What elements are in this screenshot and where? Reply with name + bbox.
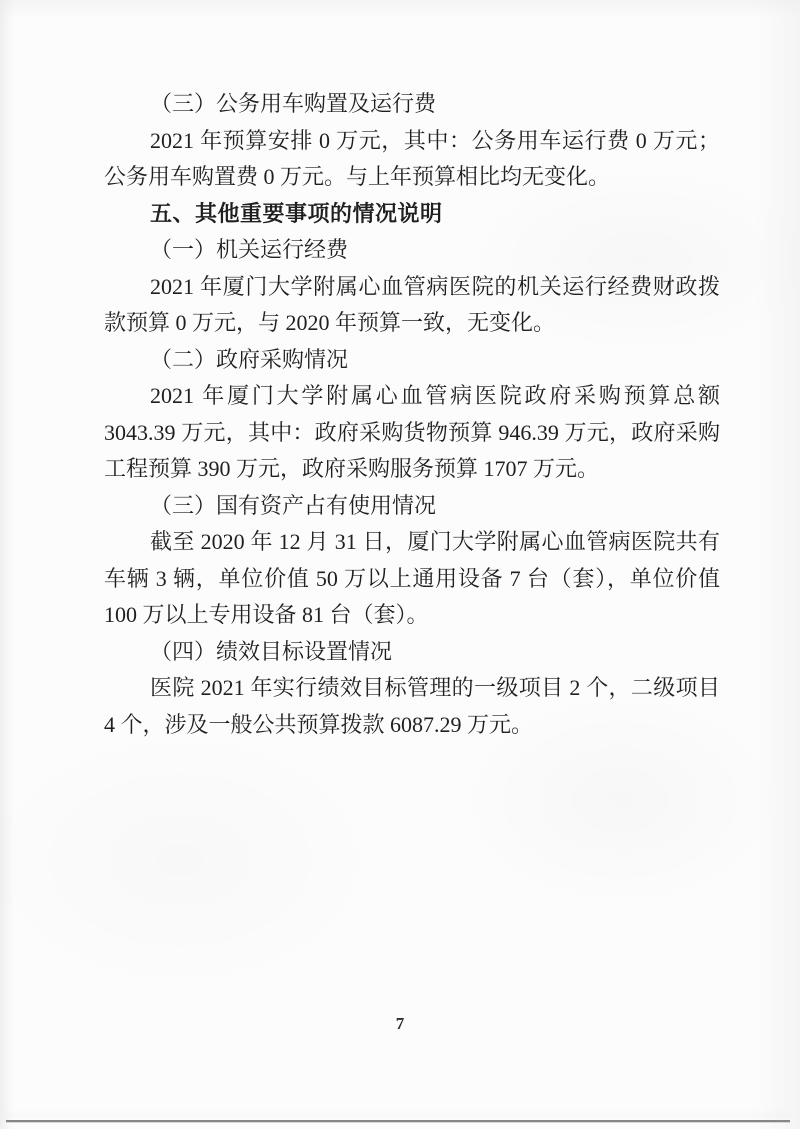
body-line: 2021 年厦门大学附属心血管病医院的机关运行经费财政拨	[150, 273, 720, 299]
subsection-heading-operating-funds: （一）机关运行经费	[150, 237, 349, 262]
subsection-heading-procurement: （二）政府采购情况	[150, 346, 349, 372]
body-line: 医院 2021 年实行绩效目标管理的一级项目 2 个，二级项目	[150, 675, 720, 700]
body-line: 工程预算 390 万元，政府采购服务预算 1707 万元。	[104, 456, 600, 481]
subsection-heading-performance-targets: （四）绩效目标设置情况	[150, 638, 393, 664]
body-line: 3043.39 万元，其中：政府采购货物预算 946.39 万元，政府采购	[104, 419, 720, 445]
body-line: 款预算 0 万元，与 2020 年预算一致，无变化。	[104, 310, 556, 335]
section-heading-other-items: 五、其他重要事项的情况说明	[150, 200, 443, 226]
body-line: 4 个，涉及一般公共预算拨款 6087.29 万元。	[104, 711, 534, 737]
text-block	[104, 86, 720, 743]
scan-page-bottom-edge	[6, 1120, 790, 1122]
body-line: 截至 2020 年 12 月 31 日，厦门大学附属心血管病医院共有	[150, 529, 720, 554]
body-line: 公务用车购置费 0 万元。与上年预算相比均无变化。	[104, 164, 611, 189]
body-line: 100 万以上专用设备 81 台（套）。	[104, 602, 429, 627]
subsection-heading-vehicle: （三）公务用车购置及运行费	[150, 91, 437, 116]
page-number: 7	[395, 1014, 405, 1033]
body-line: 2021 年厦门大学附属心血管病医院政府采购预算总额	[150, 383, 720, 408]
body-line: 车辆 3 辆，单位价值 50 万以上通用设备 7 台（套），单位价值	[104, 565, 720, 591]
body-line: 2021 年预算安排 0 万元，其中：公务用车运行费 0 万元；	[150, 127, 720, 153]
subsection-heading-state-assets: （三）国有资产占有使用情况	[150, 492, 437, 518]
